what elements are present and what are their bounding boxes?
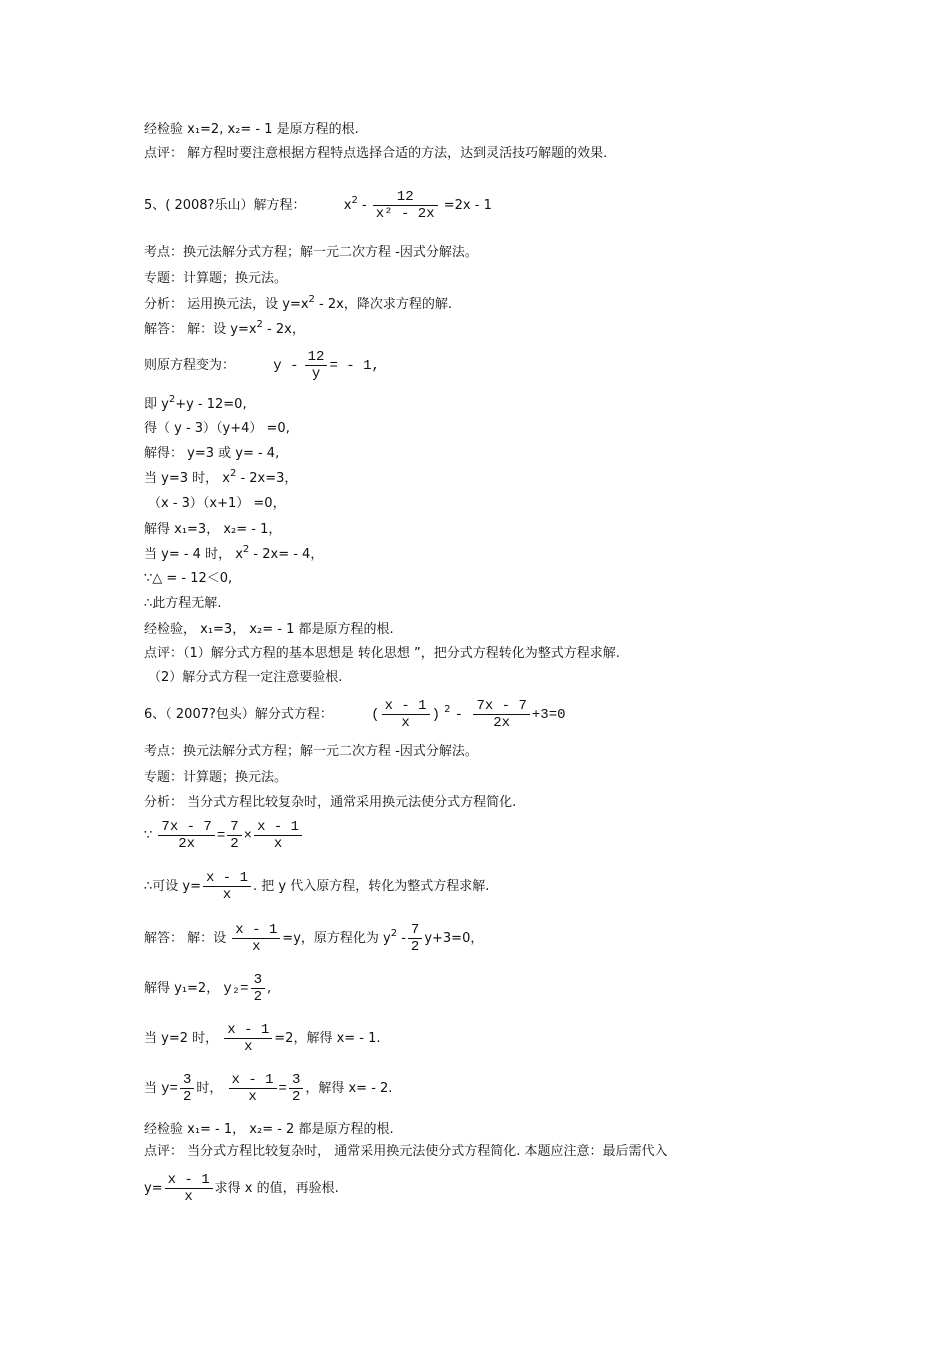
text-line: ∴此方程无解. (144, 596, 222, 611)
text-line (144, 321, 305, 339)
text: - 2x=3， (236, 471, 298, 486)
text: - (397, 931, 406, 946)
math: =2x - 1 (443, 198, 492, 213)
denominator: x (165, 1188, 213, 1205)
numerator: x - 1 (227, 1022, 270, 1038)
numerator: 12 (307, 349, 325, 365)
denominator: x (232, 938, 280, 955)
numerator: 7 (230, 819, 239, 835)
exponent: 2 (390, 928, 398, 939)
text-line (144, 296, 452, 314)
exponent: 2 (444, 704, 451, 715)
text: ，解得 x= - 2. (305, 1081, 393, 1096)
text: - 2x， (262, 322, 305, 337)
text-line: 解得 x₁=3， x₂= - 1， (144, 522, 282, 537)
numerator: 7 (410, 922, 420, 938)
fraction (408, 922, 422, 955)
text-line (144, 870, 489, 903)
text: 分析： 运用换元法，设 y=x (144, 297, 309, 312)
math: y= (161, 1081, 178, 1097)
text: 时， (196, 1081, 223, 1096)
fraction (382, 698, 430, 731)
numerator: 7x - 7 (476, 698, 527, 714)
text: 解答： 解：设 (144, 931, 227, 946)
text-line: 解得： y=3 或 y= - 4, (144, 446, 280, 461)
text-line: （2）解分式方程一定注意要验根. (148, 670, 343, 685)
text: 5、( 2008?乐山）解方程： (144, 198, 306, 213)
text: . 把 y 代入原方程，转化为整式方程求解. (253, 879, 490, 894)
denominator: x (254, 835, 302, 852)
text-line (144, 546, 323, 564)
text: 即 y (144, 397, 169, 412)
text-line: 点评： 当分式方程比较复杂时， 通常采用换元法使分式方程简化. 本题应注意：最后需代入 (144, 1144, 668, 1159)
text-line: 经检验， x₁=3， x₂= - 1 都是原方程的根. (144, 622, 394, 637)
fraction (165, 1172, 213, 1205)
denominator: x² - 2x (373, 205, 438, 222)
text-line (144, 972, 271, 1005)
text-line: 考点：换元法解分式方程；解一元二次方程 -因式分解法。 (144, 245, 478, 260)
problem-5-title (144, 189, 492, 222)
math: = - 1, (329, 358, 380, 374)
fraction (473, 698, 529, 731)
numerator: x - 1 (235, 922, 278, 938)
text-line: ∵△ = - 12＜0, (144, 571, 233, 586)
text: 当 (144, 1081, 158, 1096)
text-line: 经检验 x₁=2, x₂= - 1 是原方程的根. (144, 122, 359, 137)
fraction (254, 819, 302, 852)
text-line: 考点：换元法解分式方程；解一元二次方程 -因式分解法。 (144, 744, 478, 759)
fraction (224, 1022, 272, 1055)
text-line: 经检验 x₁= - 1， x₂= - 2 都是原方程的根. (144, 1122, 394, 1137)
text-line: 专题：计算题；换元法。 (144, 770, 288, 785)
fraction (289, 1072, 303, 1105)
text: 当 y= - 4 时， x (144, 547, 243, 562)
text: 6、（ 2007?包头）解分式方程： (144, 707, 333, 722)
numerator: 7x - 7 (161, 819, 212, 835)
paren: ) (431, 707, 440, 723)
numerator: x - 1 (231, 1072, 274, 1088)
exponent: 2 (351, 195, 358, 206)
numerator: x - 1 (167, 1172, 210, 1188)
denominator: x (224, 1038, 272, 1055)
text-line: （x - 3）（x+1） =0， (148, 496, 286, 511)
text: - 2x，降次求方程的解. (314, 297, 452, 312)
math: ∵ (144, 828, 153, 843)
fraction (251, 972, 265, 1005)
text: 当 y=3 时， x (144, 471, 230, 486)
math: y₂= (223, 981, 249, 997)
denominator: 2 (251, 988, 265, 1005)
text-line (144, 349, 380, 382)
text: 解得 y₁=2， (144, 981, 220, 996)
text-line (144, 396, 247, 414)
text-line (144, 1072, 392, 1105)
fraction (227, 819, 241, 852)
exponent: 2 (229, 468, 237, 479)
numerator: x - 1 (384, 698, 427, 714)
math: - (357, 198, 371, 213)
denominator: 2x (473, 714, 529, 731)
denominator: 2x (158, 835, 214, 852)
text: y= (144, 1181, 163, 1196)
text-line: 点评： 解方程时要注意根据方程特点选择合适的方法，达到灵活技巧解题的效果. (144, 146, 608, 161)
denominator: x (382, 714, 430, 731)
numerator: 3 (182, 1072, 192, 1088)
math: × (243, 828, 253, 844)
text: 当 y=2 时， (144, 1031, 219, 1046)
denominator: 2 (408, 938, 422, 955)
exponent: 2 (242, 544, 250, 555)
exponent: 2 (256, 319, 263, 330)
numerator: 12 (396, 189, 414, 205)
problem-6-title (144, 698, 566, 731)
text: =y，原方程化为 y (282, 931, 391, 946)
text-line: 点评：（1）解分式方程的基本思想是 转化思想 ”，把分式方程转化为整式方程求解. (144, 646, 620, 661)
text: , (266, 981, 272, 996)
fraction (229, 1072, 277, 1105)
fraction (158, 819, 214, 852)
text-line (144, 1172, 339, 1205)
text-line (144, 819, 304, 852)
fraction (305, 349, 328, 382)
text: +y - 12=0, (175, 397, 247, 412)
text: 求得 x 的值，再验根. (214, 1181, 339, 1196)
exponent: 2 (308, 294, 315, 305)
numerator: x - 1 (206, 870, 249, 886)
text: 则原方程变为： (144, 358, 236, 373)
math: = (278, 1081, 287, 1097)
math: x (343, 198, 352, 213)
denominator: 2 (289, 1088, 303, 1105)
text: =2，解得 x= - 1. (274, 1031, 381, 1046)
numerator: x - 1 (257, 819, 300, 835)
math: y - (273, 358, 299, 374)
fraction (232, 922, 280, 955)
denominator: x (203, 886, 251, 903)
text: - 2x= - 4， (249, 547, 324, 562)
fraction (373, 189, 438, 222)
math: - (454, 707, 472, 723)
text-line (144, 1022, 381, 1055)
math: = (216, 828, 226, 844)
text-line: 分析： 当分式方程比较复杂时，通常采用换元法使分式方程简化. (144, 795, 517, 810)
denominator: x (229, 1088, 277, 1105)
numerator: 3 (291, 1072, 301, 1088)
math: +3=0 (531, 707, 566, 723)
exponent: 2 (168, 394, 176, 405)
denominator: y (305, 365, 328, 382)
fraction (180, 1072, 194, 1105)
fraction (203, 870, 251, 903)
text: 解答： 解：设 y=x (144, 322, 257, 337)
paren: ( (371, 707, 380, 723)
text: ∴可设 y= (144, 879, 201, 894)
text: y+3=0， (424, 931, 484, 946)
text-line: 得（ y - 3）（y+4） =0, (144, 421, 290, 436)
text-line (144, 470, 297, 488)
denominator: 2 (227, 835, 241, 852)
text-line: 专题：计算题；换元法。 (144, 271, 288, 286)
text-line (144, 922, 483, 955)
denominator: 2 (180, 1088, 194, 1105)
numerator: 3 (253, 972, 262, 988)
